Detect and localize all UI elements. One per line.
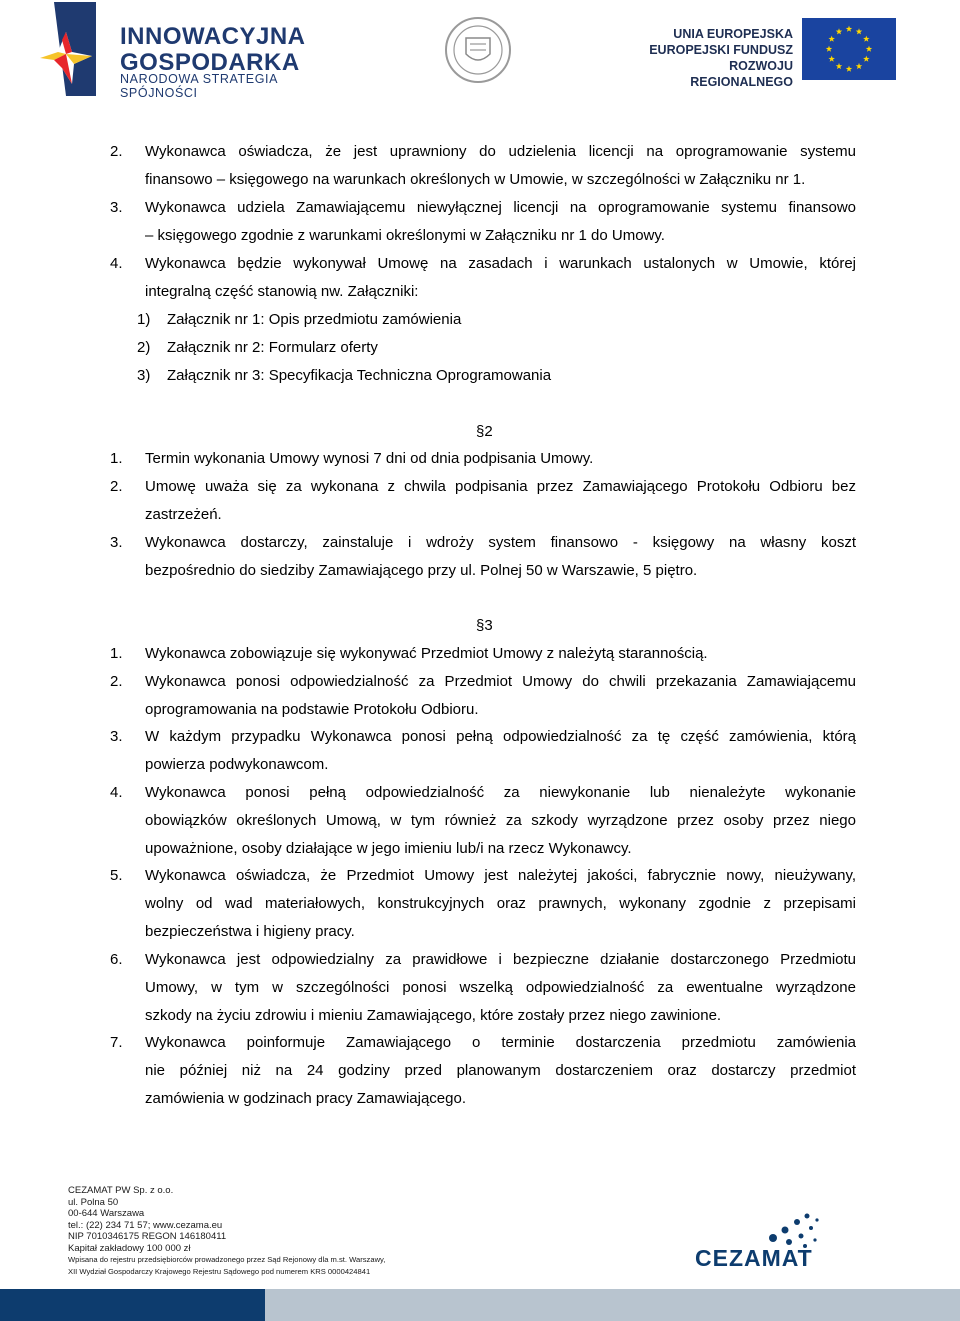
list-item <box>110 640 856 668</box>
attachment-text: Załącznik nr 3: Specyfikacja Techniczna Oprogramowania <box>167 367 552 384</box>
item-text-line: finansowo – księgowego na warunkach określonych w Umowie, w szczególności w Załączniku nr 1. <box>145 171 806 188</box>
attachment-item <box>137 362 551 390</box>
list-item <box>110 668 856 724</box>
item-number: 2. <box>110 478 123 495</box>
footer-bar-navy <box>0 1289 265 1321</box>
ig-subtitle: NARODOWA STRATEGIA SPÓJNOŚCI <box>120 72 278 100</box>
footer-city: 00-644 Warszawa <box>68 1208 145 1219</box>
item-number: 2. <box>110 143 123 160</box>
item-number: 4. <box>110 784 123 801</box>
cezamat-logo <box>693 1208 825 1270</box>
eu-line1: UNIA EUROPEJSKA <box>673 27 793 41</box>
item-text-line: Wykonawca oświadcza, że jest uprawniony do udzielenia licencji na oprogramowanie systemu <box>145 143 856 160</box>
list-item <box>110 473 856 529</box>
item-text-line: Umowę uważa się za wykonana z chwila podpisania przez Zamawiającego Protokołu Odbioru bez <box>145 478 856 495</box>
list-item <box>110 1029 856 1113</box>
attachment-item <box>137 306 461 334</box>
section-heading: §3 <box>476 617 493 634</box>
list-item <box>110 250 856 306</box>
footer-tax-ids: NIP 7010346175 REGON 146180411 <box>68 1231 227 1242</box>
item-text-line: zamówienia w godzinach pracy Zamawiającego. <box>145 1090 466 1107</box>
item-text-line: Wykonawca jest odpowiedzialny za prawidłowe i bezpieczne działanie dostarczonego Przedmiotu <box>145 951 856 968</box>
attachment-number: 3) <box>137 367 151 384</box>
footer-bar-grey <box>265 1289 960 1321</box>
item-text-line: Wykonawca ponosi pełną odpowiedzialność za niewykonanie lub nienależyte wykonanie <box>145 784 856 801</box>
item-text-line: powierza podwykonawcom. <box>145 756 329 773</box>
list-item <box>110 138 856 194</box>
item-text-line: nie później niż na 24 godziny przed planowanym dostarczeniem oraz dostarczy przedmiot <box>145 1062 856 1079</box>
item-text-line: W każdym przypadku Wykonawca ponosi pełną odpowiedzialność za tę część zamówienia, którą <box>145 728 856 745</box>
list-item <box>110 946 856 1030</box>
item-text-line: oprogramowania na podstawie Protokołu Odbioru. <box>145 701 479 718</box>
attachment-number: 1) <box>137 311 151 328</box>
item-number: 6. <box>110 951 123 968</box>
item-text-line: Wykonawca poinformuje Zamawiającego o terminie dostarczenia przedmiotu zamówienia <box>145 1034 856 1051</box>
item-number: 1. <box>110 645 123 662</box>
item-text-line: integralną część stanowią nw. Załączniki: <box>145 283 419 300</box>
section-heading: §2 <box>476 423 493 440</box>
item-text-line: Wykonawca dostarczy, zainstaluje i wdroży system finansowo - księgowy na własny koszt <box>145 534 856 551</box>
list-item <box>110 445 856 473</box>
attachment-text: Załącznik nr 1: Opis przedmiotu zamówienia <box>167 311 462 328</box>
item-number: 5. <box>110 867 123 884</box>
item-number: 3. <box>110 534 123 551</box>
eu-line2: EUROPEJSKI FUNDUSZ <box>649 43 793 57</box>
page-header <box>0 0 960 110</box>
eu-line3: ROZWOJU REGIONALNEGO <box>690 59 793 89</box>
ig-title-line1: INNOWACYJNA <box>120 23 306 50</box>
list-item <box>110 779 856 863</box>
university-seal-icon <box>444 16 512 84</box>
item-number: 1. <box>110 450 123 467</box>
item-text-line: Wykonawca udziela Zamawiającemu niewyłącznej licencji na oprogramowanie systemu finansowo <box>145 199 856 216</box>
eu-fund-text <box>628 26 793 90</box>
item-text-line: szkody na życiu zdrowiu i mieniu Zamawiającego, które zostały przez niego zawinione. <box>145 1007 722 1024</box>
cezamat-logo-text: CEZAMAT <box>695 1245 813 1270</box>
item-text-line: zastrzeżeń. <box>145 506 222 523</box>
list-item <box>110 194 856 250</box>
ig-title <box>120 24 306 76</box>
innowacyjna-gospodarka-logo <box>36 2 336 98</box>
list-item <box>110 529 856 585</box>
attachment-text: Załącznik nr 2: Formularz oferty <box>167 339 378 356</box>
item-text-line: – księgowego zgodnie z warunkami określonymi w Załączniku nr 1 do Umowy. <box>145 227 665 244</box>
footer-street: ul. Polna 50 <box>68 1196 119 1208</box>
list-item <box>110 723 856 779</box>
item-text-line: upoważnione, osoby działające w jego imieniu lub/i na rzecz Wykonawcy. <box>145 840 632 857</box>
footer-capital: Kapitał zakładowy 100 000 zł <box>68 1242 191 1254</box>
ig-star-icon <box>36 2 106 96</box>
item-text-line: Wykonawca będzie wykonywał Umowę na zasadach i warunkach ustalonych w Umowie, której <box>145 255 856 272</box>
attachment-item <box>137 334 378 362</box>
item-text-line: obowiązków określonych Umową, w tym również za szkody wyrządzone przez osoby przez niego <box>145 812 856 829</box>
attachment-number: 2) <box>137 339 151 356</box>
footer-register-1: Wpisana do rejestru przedsiębiorców prowadzonego przez Sąd Rejonowy dla m.st. Warszawy, <box>68 1255 386 1264</box>
item-number: 3. <box>110 728 123 745</box>
item-number: 4. <box>110 255 123 272</box>
footer-register-2: XII Wydział Gospodarczy Krajowego Rejestru Sądowego pod numerem KRS 0000424841 <box>68 1266 371 1276</box>
footer-company-name: CEZAMAT PW Sp. z o.o. <box>68 1185 174 1196</box>
item-number: 2. <box>110 673 123 690</box>
company-footer <box>68 1185 385 1277</box>
item-number: 3. <box>110 199 123 216</box>
item-text-line: bezpośrednio do siedziby Zamawiającego przy ul. Polnej 50 w Warszawie, 5 piętro. <box>145 562 698 579</box>
item-number: 7. <box>110 1034 123 1051</box>
cezamat-logo-mark <box>769 1214 819 1249</box>
footer-contact: tel.: (22) 234 71 57; www.cezama.eu <box>68 1219 223 1231</box>
item-text-line: bezpieczeństwa i higieny pracy. <box>145 923 355 940</box>
eu-flag-icon <box>802 18 896 80</box>
item-text-line: wolny od wad materiałowych, konstrukcyjnych oraz prawnych, wykonany zgodnie z przepisami <box>145 895 856 912</box>
item-text-line: Wykonawca ponosi odpowiedzialność za Przedmiot Umowy do chwili przekazania Zamawiającemu <box>145 673 856 690</box>
item-text-line: Wykonawca zobowiązuje się wykonywać Przedmiot Umowy z należytą starannością. <box>145 645 708 662</box>
list-item <box>110 862 856 946</box>
ig-title-line2: GOSPODARKA <box>120 49 300 76</box>
item-text-line: Termin wykonania Umowy wynosi 7 dni od dnia podpisania Umowy. <box>145 450 594 467</box>
item-text-line: Wykonawca oświadcza, że Przedmiot Umowy jest należytej jakości, fabrycznie nowy, nieużywany, <box>145 867 856 884</box>
item-text-line: Umowy, w tym w szczególności ponosi wszelką odpowiedzialność za ewentualne wyrządzone <box>145 979 856 996</box>
